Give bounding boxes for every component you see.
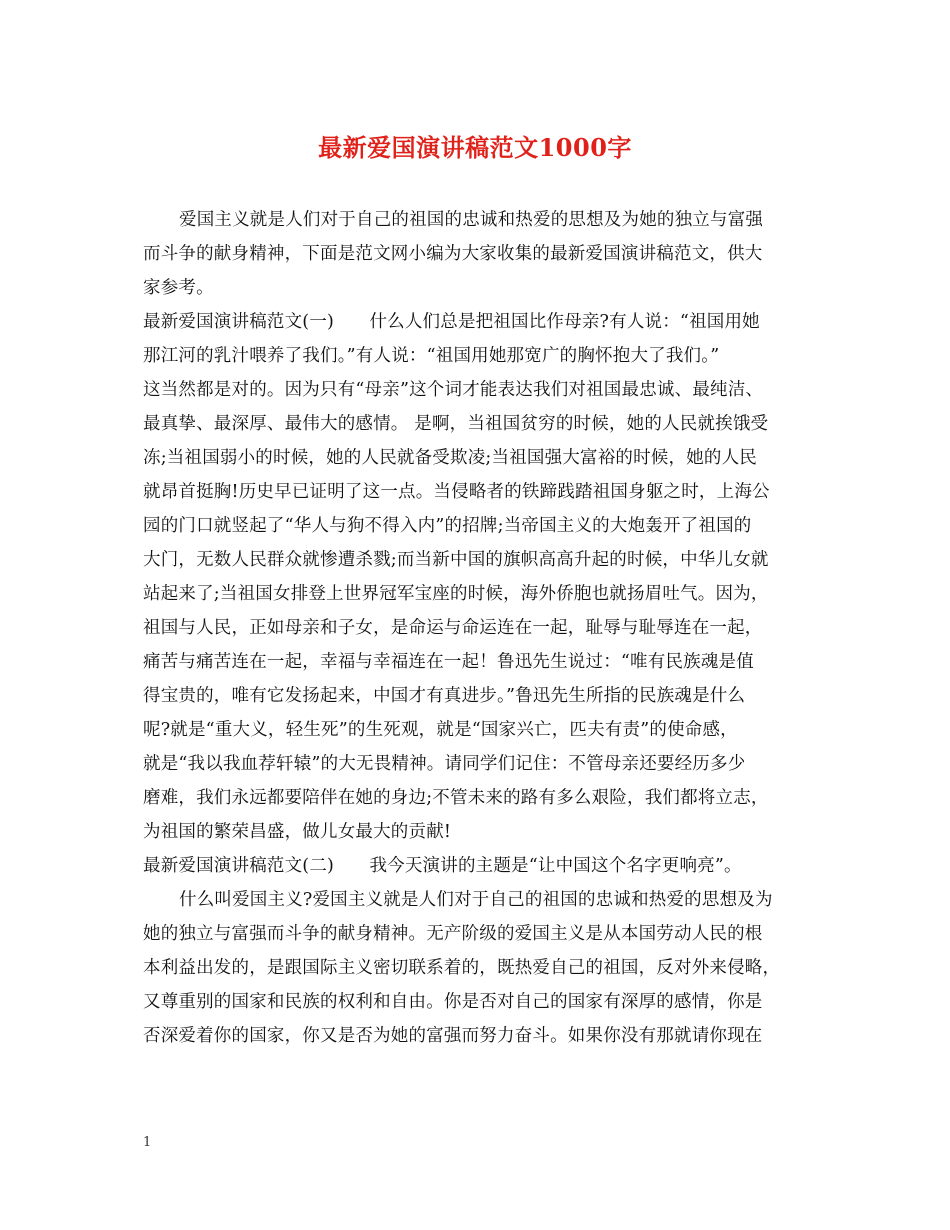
text-line: 磨难，我们永远都要陪伴在她的身边;不管未来的路有多么艰险，我们都将立志， — [143, 788, 769, 808]
text-line: 什么叫爱国主义?爱国主义就是人们对于自己的祖国的忠诚和热爱的思想及为 — [179, 890, 773, 910]
text-line: 就是“我以我血荐轩辕”的大无畏精神。请同学们记住：不管母亲还要经历多少 — [143, 754, 746, 774]
text-line: 最真挚、最深厚、最伟大的感情。 是啊，当祖国贫穷的时候，她的人民就挨饿受 — [143, 414, 769, 434]
text-line: 她的独立与富强而斗争的献身精神。无产阶级的爱国主义是从本国劳动人民的根 — [143, 924, 763, 944]
text-line: 大门，无数人民群众就惨遭杀戮;而当新中国的旗帜高高升起的时候，中华儿女就 — [143, 550, 769, 570]
document-body — [143, 203, 823, 1053]
text-line: 园的门口就竖起了“华人与狗不得入内”的招牌;当帝国主义的大炮轰开了祖国的 — [143, 516, 752, 536]
page-number: 1 — [143, 1135, 152, 1150]
text-line: 得宝贵的，唯有它发扬起来，中国才有真进步。”鲁迅先生所指的民族魂是什么 — [143, 686, 746, 706]
text-line: 祖国与人民，正如母亲和子女，是命运与命运连在一起，耻辱与耻辱连在一起， — [143, 618, 763, 638]
text-line: 那江河的乳汁喂养了我们。”有人说：“祖国用她那宽广的胸怀抱大了我们。” — [143, 346, 720, 366]
text-line: 家参考。 — [143, 278, 214, 298]
text-line: 又尊重别的国家和民族的权利和自由。你是否对自己的国家有深厚的感情，你是 — [143, 992, 763, 1012]
text-line: 这当然都是对的。因为只有“母亲”这个词才能表达我们对祖国最忠诚、最纯洁、 — [143, 380, 764, 400]
text-line: 站起来了;当祖国女排登上世界冠军宝座的时候，海外侨胞也就扬眉吐气。因为， — [143, 584, 769, 604]
text-line: 爱国主义就是人们对于自己的祖国的忠诚和热爱的思想及为她的独立与富强 — [179, 210, 764, 230]
document-title: 最新爱国演讲稿范文1000字 — [318, 133, 632, 162]
text-line: 冻;当祖国弱小的时候，她的人民就备受欺凌;当祖国强大富裕的时候，她的人民 — [143, 448, 757, 468]
text-line: 就昂首挺胸!历史早已证明了这一点。当侵略者的铁蹄践踏祖国身躯之时，上海公 — [143, 482, 770, 502]
text-line: 呢?就是“重大义，轻生死”的生死观，就是“国家兴亡，匹夫有责”的使命感， — [143, 720, 738, 740]
text-line: 而斗争的献身精神，下面是范文网小编为大家收集的最新爱国演讲稿范文，供大 — [143, 244, 763, 264]
text-line: 本利益出发的，是跟国际主义密切联系着的，既热爱自己的祖国，反对外来侵略， — [143, 958, 781, 978]
text-line: 为祖国的繁荣昌盛，做儿女最大的贡献! — [143, 822, 452, 842]
text-line: 最新爱国演讲稿范文(一) 什么人们总是把祖国比作母亲?有人说：“祖国用她 — [143, 312, 760, 332]
text-line: 否深爱着你的国家，你又是否为她的富强而努力奋斗。如果你没有那就请你现在 — [143, 1026, 763, 1046]
text-line: 最新爱国演讲稿范文(二) 我今天演讲的主题是“让中国这个名字更响亮”。 — [143, 856, 742, 876]
text-line: 痛苦与痛苦连在一起，幸福与幸福连在一起！鲁迅先生说过：“唯有民族魂是值 — [143, 652, 754, 672]
